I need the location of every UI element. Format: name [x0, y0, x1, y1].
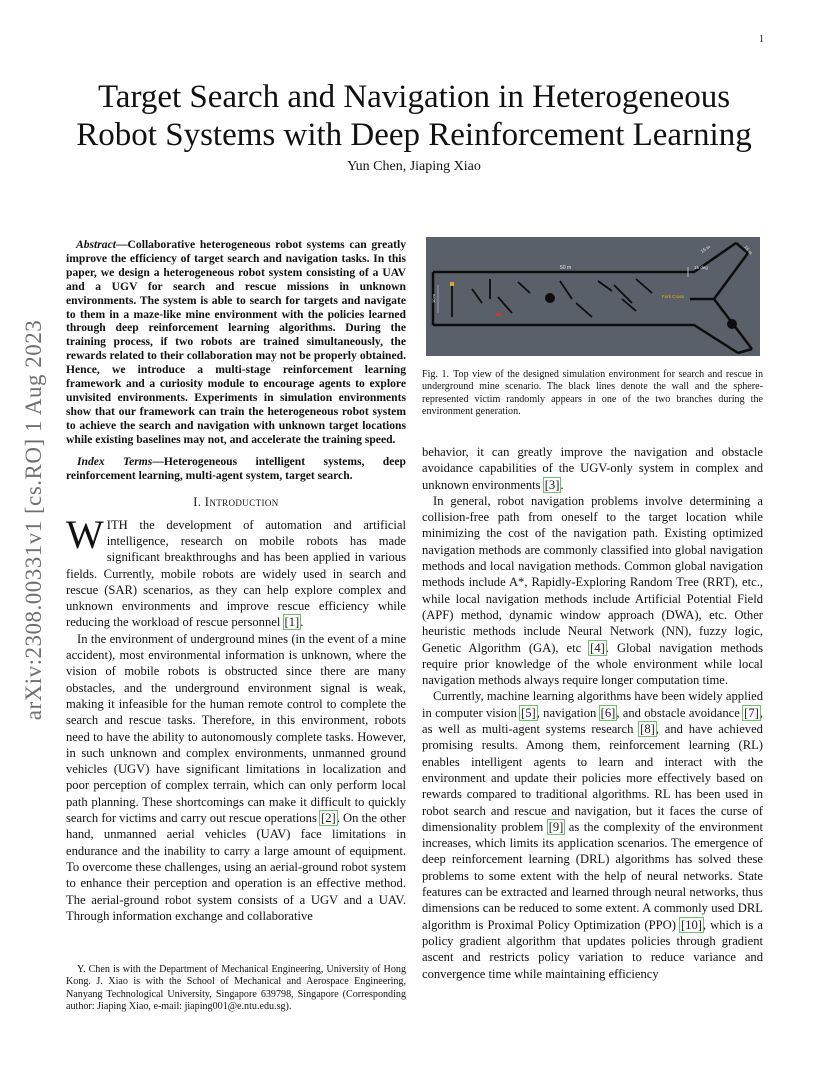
citation-link[interactable]: [8] — [640, 722, 655, 737]
body-text: Currently, machine learning algorithms have been widely applied in computer vision — [422, 689, 763, 720]
right-paragraph-2 — [422, 493, 763, 689]
wall-fork-upper — [690, 253, 748, 299]
figure-caption — [422, 369, 763, 418]
arxiv-watermark — [14, 285, 54, 755]
citation-link[interactable]: [1] — [284, 615, 300, 630]
body-text: In general, robot navigation problems involve determining a collision-free path from oneself to the target location while minimizing the cost of the navigation path. Existing optimized navigation methods are commonly classified into global navigation methods and local navigation methods. Common global navigation methods include A*, Rapidly-Exploring Random Tree (RRT), etc., while local navigation methods include Artificial Potential Field (APF) method, dynamic window approach (DWA), etc. Other heuristic methods include Neural Network (NN), fuzzy logic, Genetic Algorithm (GA), etc — [422, 493, 763, 655]
paper-title — [60, 78, 768, 154]
citation-link[interactable]: [2] — [321, 811, 336, 826]
section-heading: I. Introduction — [193, 495, 279, 510]
left-column — [66, 238, 406, 924]
citation-link[interactable]: [7] — [744, 705, 759, 720]
index-terms — [66, 455, 406, 483]
body-text: behavior, it can greatly improve the navigation and obstacle avoidance capabilities of the UGV-only system in complex and unknown environments — [422, 445, 763, 492]
figure-caption-text: Top view of the designed simulation environment for search and rescue in underground mine scenario. The black lines denote the wall and the sphere-represented victim randomly appears in one of the two branches during the environment generation. — [422, 369, 763, 417]
body-text: as the complexity of the environment increases, which limits its application scenarios. The emergence of deep reinforcement learning (DRL) algorithms has solved these problems to some extent with the help of neural networks. State features can be extracted and learned through neural networks, thus dimensions can be reduced to some extent. A commonly used DRL algorithm is Proximal Policy Optimization (PPO) — [422, 819, 763, 932]
abstract-label: Abstract — [76, 238, 116, 251]
body-text: , which is a policy gradient algorithm that updates policies through gradient ascent and restricts policy variation to reduce variance and convergence time while maintaining efficiency — [422, 917, 763, 981]
citation-link[interactable]: [3] — [544, 477, 560, 492]
body-text: . — [560, 477, 564, 492]
body-text: . Global navigation methods require prior knowledge of the whole environment while local navigation methods always require longer computation time. — [422, 640, 763, 688]
body-text: , navigation — [536, 705, 600, 720]
ugv-icon — [496, 313, 501, 316]
fork-label: Fork Cross — [662, 294, 685, 299]
citation-link[interactable]: [6] — [600, 705, 616, 720]
intro-text: In the environment of underground mines (in the event of a mine accident), most environmental information is unknown, where the vision of mobile robots is obstructed since there are many obstacles, and the underground environment signal is weak, making it infeasible for the human remote control to complete the search and rescue tasks. Therefore, in this environment, robots need to have the ability to autonomously complete tasks. However, in such unknown and complex environments, unmanned ground vehicles (UGV) have significant limitations in localization and poor perception of complex terrain, which can only perform local path planning. These shortcomings can make it difficult to quickly search for victims and carry out rescue operations — [66, 631, 406, 826]
citation-link[interactable]: [4] — [590, 640, 605, 655]
wall-bottom — [433, 325, 738, 353]
width-label: 10 m — [431, 294, 436, 303]
intro-text: ITH the development of automation and artificial intelligence, research on mobile robots has made significant breakthroughs and has been applied in various fields. Currently, mobile robots are widely used in search and rescue (SAR) scenarios, as they can help explore complex and unknown environments and improve rescue efficiency while reducing the workload of rescue personnel — [66, 517, 406, 630]
branch-length-label: 15 m — [743, 244, 754, 256]
abstract-text: —Collaborative heterogeneous robot systems can greatly improve the efficiency of target search and navigation tasks. In this paper, we design a heterogeneous robot system consisting of a UAV and a UGV for search and rescue missions in unknown environments. The system is able to search for targets and navigate to them in a maze-like mine environment with the policies learned through deep reinforcement learning algorithms. During the training process, if two robots are trained simultaneously, the rewards related to their collaboration may not be properly obtained. Hence, we introduce a multi-stage reinforcement learning framework and a curiosity module to encourage agents to explore unvisited environments. Experiments in simulation environments show that our framework can train the heterogeneous robot system to achieve the search and navigation with unknown target locations while existing baselines may not, and accelerate the training speed. — [66, 238, 406, 446]
citation-link[interactable]: [9] — [548, 819, 564, 834]
page-number: 1 — [759, 34, 764, 45]
victim-sphere-icon — [727, 319, 737, 329]
figure-label: Fig. 1. — [422, 369, 450, 380]
body-text: , as well as multi-agent systems research — [422, 705, 764, 737]
authors: Yun Chen, Jiaping Xiao — [347, 159, 481, 174]
right-paragraph-3 — [422, 688, 763, 981]
citation-link[interactable]: [5] — [521, 705, 536, 720]
length-main-label: 50 m — [560, 265, 572, 271]
branch-length-label: 15 m — [699, 244, 712, 254]
index-terms-text: —Heterogeneous intelligent systems, deep reinforcement learning, multi-agent system, target search. — [66, 454, 406, 482]
title-line-1: Target Search and Navigation in Heterogeneous — [97, 79, 731, 115]
abstract — [66, 238, 406, 447]
uav-icon — [450, 282, 454, 286]
intro-paragraph-1 — [66, 511, 406, 631]
title-line-2: Robot Systems with Deep Reinforcement Learning — [76, 117, 752, 153]
body-text: , and have achieved promising results. Among them, reinforcement learning (RL) enables intelligent agents to learn and interact with the environment and update their policies more effectively based on rewards compared to traditional algorithms. RL has been used in robot search and rescue and navigation, but it faces the curse of dimensionality problem — [422, 722, 763, 834]
index-terms-label: Index Terms — [77, 454, 153, 468]
drop-cap: W — [66, 511, 104, 557]
author-footnote: Y. Chen is with the Department of Mechanical Engineering, University of Hong Kong. J. Xiao is with the School of Mechanical and Aerospace Engineering, Nanyang Technological University, Singapore 639798, Singapore (Corresponding author: Jiaping Xiao, e-mail: jiaping001@e.ntu.edu.sg). — [66, 964, 406, 1012]
figure-1-image — [426, 237, 760, 356]
victim-sphere-icon — [545, 293, 555, 303]
arxiv-id: arXiv:2308.00331v1 [cs.RO] 1 Aug 2023 — [21, 319, 46, 721]
mine-map-diagram — [426, 237, 760, 356]
right-paragraph-1 — [422, 444, 763, 493]
citation-link[interactable]: [10] — [680, 917, 702, 932]
wall-top — [433, 243, 736, 272]
intro-text: . On the other hand, unmanned aerial vehicles (UAV) face limitations in endurance and the inability to carry a large amount of equipment. To overcome these challenges, using an aerial-ground robot system to enhance their perception and operation is an effective method. The aerial-ground robot system consists of a UGV and a UAV. Through information exchange and collaborative — [66, 811, 407, 923]
angle-label: 15 deg — [694, 265, 708, 270]
intro-paragraph-2 — [66, 631, 406, 924]
right-column — [422, 444, 763, 982]
wall-branch-end-bottom — [738, 349, 752, 353]
intro-text: . — [300, 615, 304, 630]
body-text: , and obstacle avoidance — [616, 705, 744, 720]
